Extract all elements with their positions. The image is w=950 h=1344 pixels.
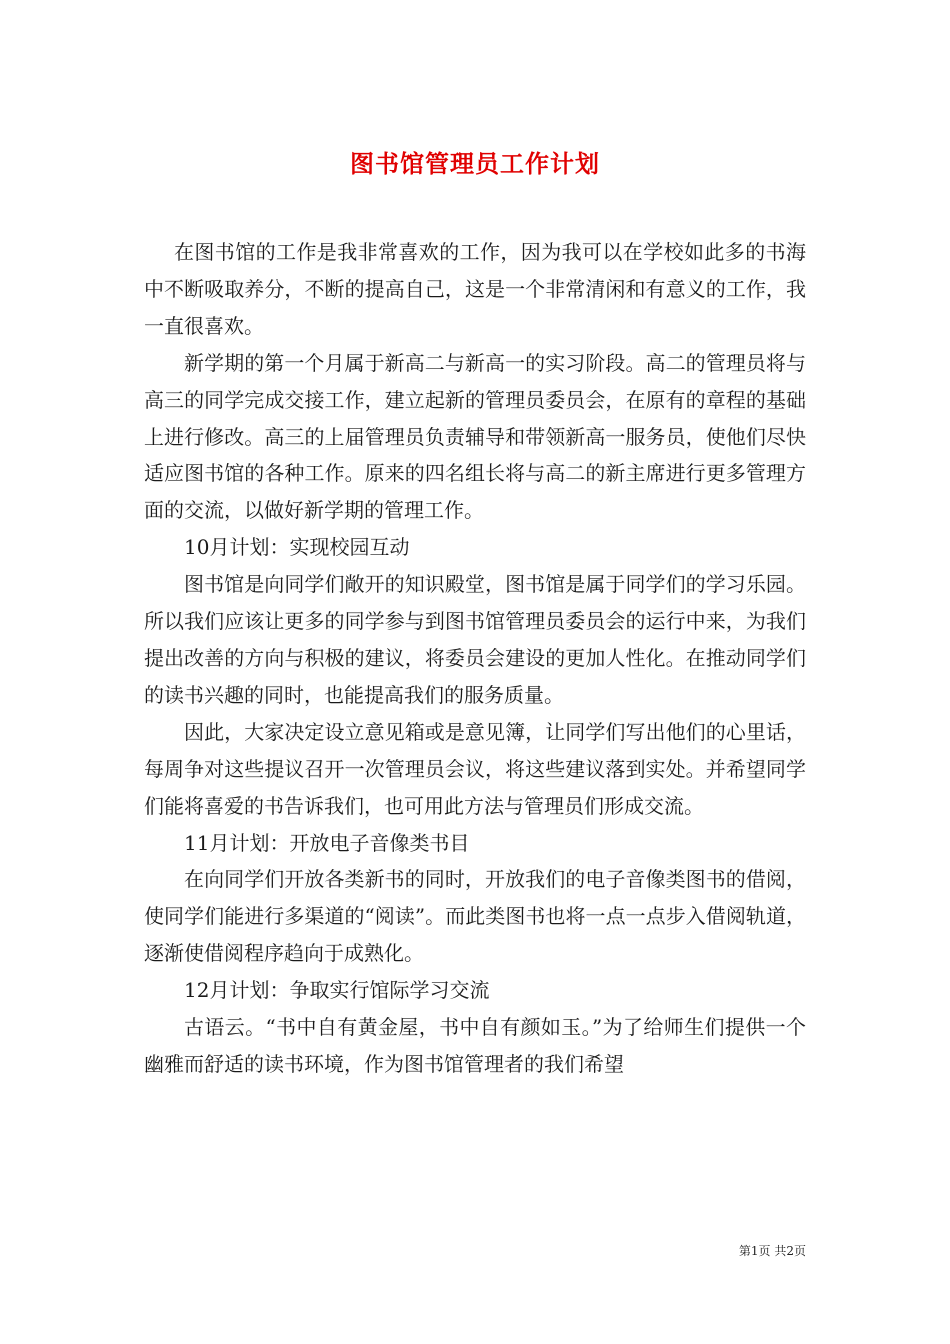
paragraph-december-body: 古语云。“书中自有黄金屋，书中自有颜如玉。”为了给师生们提供一个幽雅而舒适的读书环境，作为图书馆管理者的我们希望 xyxy=(144,1015,806,1076)
page-number-footer: 第1页 共2页 xyxy=(738,1244,806,1258)
document-body xyxy=(144,234,806,1083)
heading-october-plan: 10月计划：实现校园互动 xyxy=(184,535,410,560)
paragraph-november-body: 在向同学们开放各类新书的同时，开放我们的电子音像类图书的借阅，使同学们能进行多渠道的“阅读”。而此类图书也将一点一点步入借阅轨道，逐渐使借阅程序趋向于成熟化。 xyxy=(144,867,806,966)
paragraph-october-body: 图书馆是向同学们敞开的知识殿堂，图书馆是属于同学们的学习乐园。所以我们应该让更多的同学参与到图书馆管理员委员会的运行中来，为我们提出改善的方向与积极的建议，将委员会建设的更加人性化。在推动同学们的读书兴趣的同时，也能提高我们的服务质量。 xyxy=(144,572,806,707)
paragraph-suggestion-box: 因此，大家决定设立意见箱或是意见簿，让同学们写出他们的心里话，每周争对这些提议召开一次管理员会议，将这些建议落到实处。并希望同学们能将喜爱的书告诉我们，也可用此方法与管理员们形成交流。 xyxy=(144,719,806,818)
heading-december-plan: 12月计划：争取实行馆际学习交流 xyxy=(184,978,490,1003)
document-title: 图书馆管理员工作计划 xyxy=(350,150,600,179)
paragraph-intro: 在图书馆的工作是我非常喜欢的工作，因为我可以在学校如此多的书海中不断吸取养分，不断的提高自己，这是一个非常清闲和有意义的工作，我一直很喜欢。 xyxy=(144,240,806,338)
heading-november-plan: 11月计划：开放电子音像类书目 xyxy=(184,830,470,855)
paragraph-new-semester: 新学期的第一个月属于新高二与新高一的实习阶段。高二的管理员将与高三的同学完成交接工作，建立起新的管理员委员会，在原有的章程的基础上进行修改。高三的上届管理员负责辅导和带领新高一服务员，使他们尽快适应图书馆的各种工作。原来的四名组长将与高二的新主席进行更多管理方面的交流，以做好新学期的管理工作。 xyxy=(144,350,806,523)
